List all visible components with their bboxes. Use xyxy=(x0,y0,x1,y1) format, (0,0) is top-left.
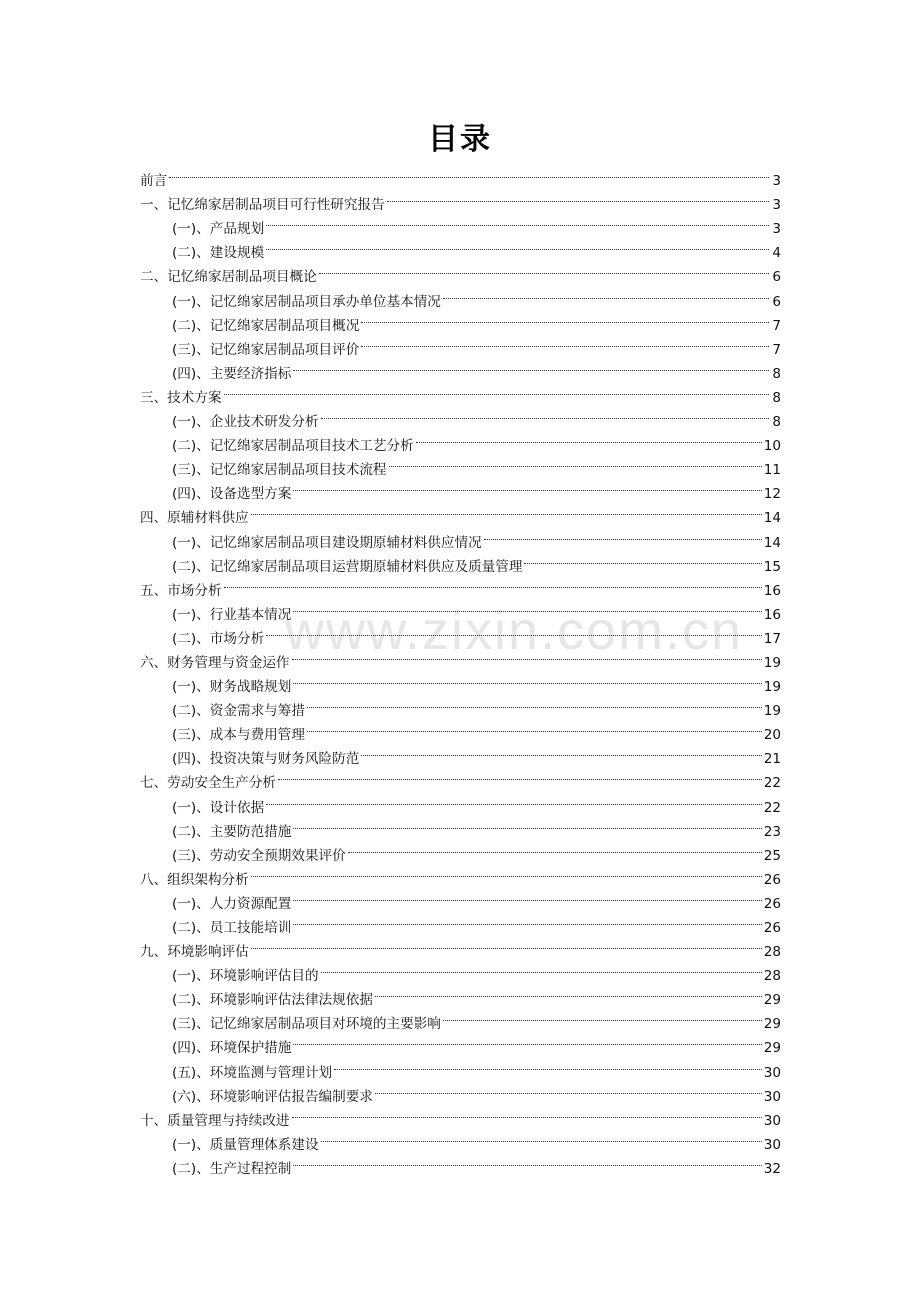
toc-entry-label: (一)、行业基本情况 xyxy=(172,606,292,623)
toc-entry-page-number: 14 xyxy=(763,510,781,527)
toc-entry-label: (一)、记忆绵家居制品项目承办单位基本情况 xyxy=(172,293,441,310)
dot-leader xyxy=(307,683,762,708)
toc-entry-page-number: 4 xyxy=(772,245,781,262)
toc-entry-page-number: 7 xyxy=(772,341,781,358)
toc-entry-page-number: 3 xyxy=(772,221,781,238)
dot-leader xyxy=(319,249,769,274)
toc-entry-page-number: 22 xyxy=(763,775,781,792)
dot-leader xyxy=(293,1141,761,1166)
toc-entry-label: (三)、劳动安全预期效果评价 xyxy=(172,847,346,864)
dot-leader xyxy=(251,924,762,949)
toc-entry-label: (三)、记忆绵家居制品项目评价 xyxy=(172,341,360,358)
dot-leader xyxy=(266,225,769,250)
toc-entry-label: (三)、记忆绵家居制品项目对环境的主要影响 xyxy=(172,1016,441,1033)
toc-entry-label: (二)、记忆绵家居制品项目技术工艺分析 xyxy=(172,438,414,455)
dot-leader xyxy=(266,201,769,226)
toc-entry-label: (二)、主要防范措施 xyxy=(172,823,292,840)
toc-entry-label: 十、质量管理与持续改进 xyxy=(140,1112,290,1129)
dot-leader xyxy=(293,876,761,901)
dot-leader xyxy=(443,273,769,298)
toc-entry-page-number: 28 xyxy=(763,944,781,961)
toc-entry-page-number: 26 xyxy=(763,895,781,912)
toc-entry-label: (四)、投资决策与财务风险防范 xyxy=(172,751,360,768)
toc-entry-label: (二)、环境影响评估法律法规依据 xyxy=(172,992,373,1009)
dot-leader xyxy=(292,1093,762,1118)
dot-leader xyxy=(224,563,762,588)
toc-entry-label: 七、劳动安全生产分析 xyxy=(140,775,276,792)
toc-entry-label: (一)、质量管理体系建设 xyxy=(172,1136,319,1153)
dot-leader xyxy=(389,442,762,467)
page-title: 目录 xyxy=(428,122,492,157)
toc-entry-page-number: 6 xyxy=(772,269,781,286)
toc-entry-page-number: 3 xyxy=(772,197,781,214)
toc-entry-page-number: 19 xyxy=(763,679,781,696)
toc-entry-label: 三、技术方案 xyxy=(140,389,222,406)
toc-entry-page-number: 30 xyxy=(763,1064,781,1081)
toc-entry-page-number: 3 xyxy=(772,173,781,190)
toc-entry-label: (四)、设备选型方案 xyxy=(172,486,292,503)
dot-leader xyxy=(348,828,762,853)
dot-leader xyxy=(266,779,762,804)
toc-entry-label: (二)、员工技能培训 xyxy=(172,920,292,936)
dot-leader xyxy=(293,1020,761,1045)
toc-entry-label: (一)、产品规划 xyxy=(172,221,265,238)
watermark: www.zixin.com.cn xyxy=(285,601,744,661)
toc-entry-label: (一)、设计依据 xyxy=(172,799,265,816)
dot-leader xyxy=(224,370,769,395)
toc-entry-label: (一)、企业技术研发分析 xyxy=(172,414,319,431)
toc-entry-page-number: 7 xyxy=(772,317,781,334)
toc-entry-page-number: 17 xyxy=(763,630,781,647)
toc-entry-label: 八、组织架构分析 xyxy=(140,871,249,888)
dot-leader xyxy=(251,490,762,515)
toc-entry-label: (四)、主要经济指标 xyxy=(172,365,292,382)
toc-entry-label: (二)、市场分析 xyxy=(172,630,265,647)
dot-leader xyxy=(293,346,769,371)
toc-entry-page-number: 8 xyxy=(772,365,781,382)
dot-leader xyxy=(334,1044,762,1069)
dot-leader xyxy=(293,466,761,491)
toc-entry-label: 六、财务管理与资金运作 xyxy=(140,654,290,671)
toc-entry-page-number: 26 xyxy=(763,871,781,888)
toc-entry-page-number: 19 xyxy=(763,703,781,720)
dot-leader xyxy=(321,394,769,419)
dot-leader xyxy=(321,1117,762,1142)
toc-entry-page-number: 16 xyxy=(763,606,781,623)
toc-entry-label: (二)、记忆绵家居制品项目运营期原辅材料供应及质量管理 xyxy=(172,558,523,575)
dot-leader xyxy=(387,177,769,202)
toc-entry-label: (五)、环境监测与管理计划 xyxy=(172,1064,333,1081)
dot-leader xyxy=(251,852,762,877)
dot-leader xyxy=(321,948,762,973)
toc-entry-label: (一)、环境影响评估目的 xyxy=(172,968,319,985)
dot-leader xyxy=(278,755,762,780)
toc-entry-label: (二)、资金需求与筹措 xyxy=(172,703,305,720)
toc-entry-label: (二)、生产过程控制 xyxy=(172,1160,292,1177)
dot-leader xyxy=(293,900,761,925)
toc-entry-page-number: 29 xyxy=(763,1016,781,1033)
dot-leader xyxy=(524,539,761,564)
dot-leader xyxy=(484,514,762,539)
toc-entry-label: (三)、记忆绵家居制品项目技术流程 xyxy=(172,462,387,479)
toc-entry-page-number: 25 xyxy=(763,847,781,864)
dot-leader xyxy=(361,322,769,347)
toc-entry-page-number: 30 xyxy=(763,1088,781,1105)
toc-entry-page-number: 23 xyxy=(763,823,781,840)
toc-entry-label: (三)、成本与费用管理 xyxy=(172,727,305,744)
dot-leader xyxy=(293,804,761,829)
toc-entry-page-number: 15 xyxy=(763,558,781,575)
toc-entry-page-number: 26 xyxy=(763,920,781,936)
toc-entry-label: (二)、记忆绵家居制品项目概况 xyxy=(172,317,360,334)
dot-leader xyxy=(361,731,761,756)
toc-entry-page-number: 30 xyxy=(763,1136,781,1153)
toc-entry-page-number: 29 xyxy=(763,1040,781,1057)
toc-entry-page-number: 12 xyxy=(763,486,781,503)
toc-entry-page-number: 29 xyxy=(763,992,781,1009)
toc-entry-page-number: 22 xyxy=(763,799,781,816)
toc-entry-label: 四、原辅材料供应 xyxy=(140,510,249,527)
toc-entry-label: 五、市场分析 xyxy=(140,582,222,599)
toc-entry-page-number: 16 xyxy=(763,582,781,599)
toc-entry-page-number: 20 xyxy=(763,727,781,744)
toc-entry-label: (二)、建设规模 xyxy=(172,245,265,262)
toc-entry-label: (六)、环境影响评估报告编制要求 xyxy=(172,1088,373,1105)
toc-entry-label: (一)、财务战略规划 xyxy=(172,679,292,696)
toc-entry-page-number: 14 xyxy=(763,534,781,551)
toc-entry-page-number: 19 xyxy=(763,654,781,671)
dot-leader xyxy=(361,298,769,323)
dot-leader xyxy=(266,611,762,636)
toc-entry-label: 一、记忆绵家居制品项目可行性研究报告 xyxy=(140,197,385,214)
dot-leader xyxy=(292,635,762,660)
dot-leader xyxy=(169,153,769,178)
dot-leader xyxy=(443,996,762,1021)
dot-leader xyxy=(375,972,762,997)
dot-leader xyxy=(375,1069,762,1094)
toc-entry-label: (一)、人力资源配置 xyxy=(172,895,292,912)
toc-entry-page-number: 11 xyxy=(763,462,781,479)
dot-leader xyxy=(293,659,761,684)
toc-entry-label: 前言 xyxy=(140,173,168,190)
dot-leader xyxy=(416,418,762,443)
toc-entry-label: 九、环境影响评估 xyxy=(140,944,249,961)
toc-entry-page-number: 32 xyxy=(763,1160,781,1177)
toc-entry-page-number: 8 xyxy=(772,389,781,406)
toc-entry-page-number: 28 xyxy=(763,968,781,985)
toc-entry-label: 二、记忆绵家居制品项目概论 xyxy=(140,269,317,286)
toc-entry-page-number: 21 xyxy=(763,751,781,768)
toc-entry-label: (四)、环境保护措施 xyxy=(172,1040,292,1057)
toc-entry-label: (一)、记忆绵家居制品项目建设期原辅材料供应情况 xyxy=(172,534,482,551)
table-of-contents xyxy=(140,160,781,1177)
dot-leader xyxy=(293,587,761,612)
toc-entry-page-number: 8 xyxy=(772,414,781,431)
toc-entry-page-number: 30 xyxy=(763,1112,781,1129)
toc-entry-page-number: 6 xyxy=(772,293,781,310)
dot-leader xyxy=(307,707,762,732)
toc-entry-page-number: 10 xyxy=(763,438,781,455)
